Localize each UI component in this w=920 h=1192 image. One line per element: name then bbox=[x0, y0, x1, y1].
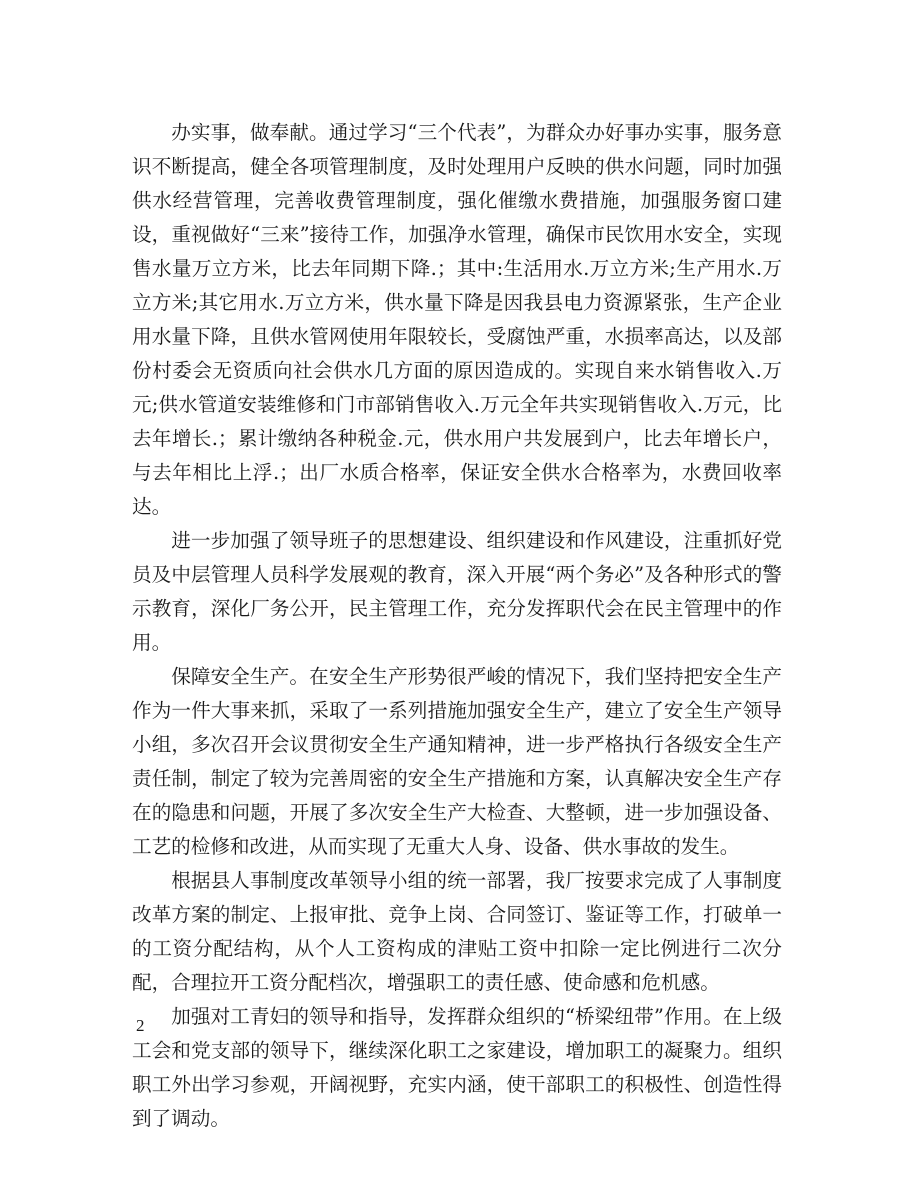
document-body bbox=[132, 116, 782, 1136]
paragraph-5: 加强对工青妇的领导和指导，发挥群众组织的“桥梁纽带”作用。在上级工会和党支部的领导下，继续深化职工之家建设，增加职工的凝聚力。组织职工外出学习参观，开阔视野，充实内涵，使干部职工的积极性、创造性得到了调动。 bbox=[132, 1005, 782, 1130]
page-number: 2 bbox=[136, 1016, 145, 1035]
paragraph-2: 进一步加强了领导班子的思想建设、组织建设和作风建设，注重抓好党员及中层管理人员科学发展观的教育，深入开展“两个务必”及各种形式的警示教育，深化厂务公开，民主管理工作，充分发挥职代会在民主管理中的作用。 bbox=[132, 529, 782, 654]
paragraph-1: 办实事，做奉献。通过学习“三个代表”，为群众办好事办实事，服务意识不断提高，健全各项管理制度，及时处理用户反映的供水问题，同时加强供水经营管理，完善收费管理制度，强化催缴水费措施，加强服务窗口建设，重视做好“三来”接待工作，加强净水管理，确保市民饮用水安全，实现售水量万立方米，比去年同期下降.；其中:生活用水.万立方米;生产用水.万立方米;其它用水.万立方米，供水量下降是因我县电力资源紧张，生产企业用水量下降，且供水管网使用年限较长，受腐蚀严重，水损率高达，以及部份村委会无资质向社会供水几方面的原因造成的。实现自来水销售收入.万元;供水管道安装维修和门市部销售收入.万元全年共实现销售收入.万元，比去年增长.；累计缴纳各种税金.元，供水用户共发展到户，比去年增长户，与去年相比上浮.；出厂水质合格率，保证安全供水合格率为，水费回收率达。 bbox=[132, 121, 782, 518]
paragraph-3: 保障安全生产。在安全生产形势很严峻的情况下，我们坚持把安全生产作为一件大事来抓，采取了一系列措施加强安全生产，建立了安全生产领导小组，多次召开会议贯彻安全生产通知精神，进一步严格执行各级安全生产责任制，制定了较为完善周密的安全生产措施和方案，认真解决安全生产存在的隐患和问题，开展了多次安全生产大检查、大整顿，进一步加强设备、工艺的检修和改进，从而实现了无重大人身、设备、供水事故的发生。 bbox=[132, 665, 782, 858]
paragraph-4: 根据县人事制度改革领导小组的统一部署，我厂按要求完成了人事制度改革方案的制定、上报审批、竞争上岗、合同签订、鉴证等工作，打破单一的工资分配结构，从个人工资构成的津贴工资中扣除一定比例进行二次分配，合理拉开工资分配档次，增强职工的责任感、使命感和危机感。 bbox=[132, 869, 782, 994]
